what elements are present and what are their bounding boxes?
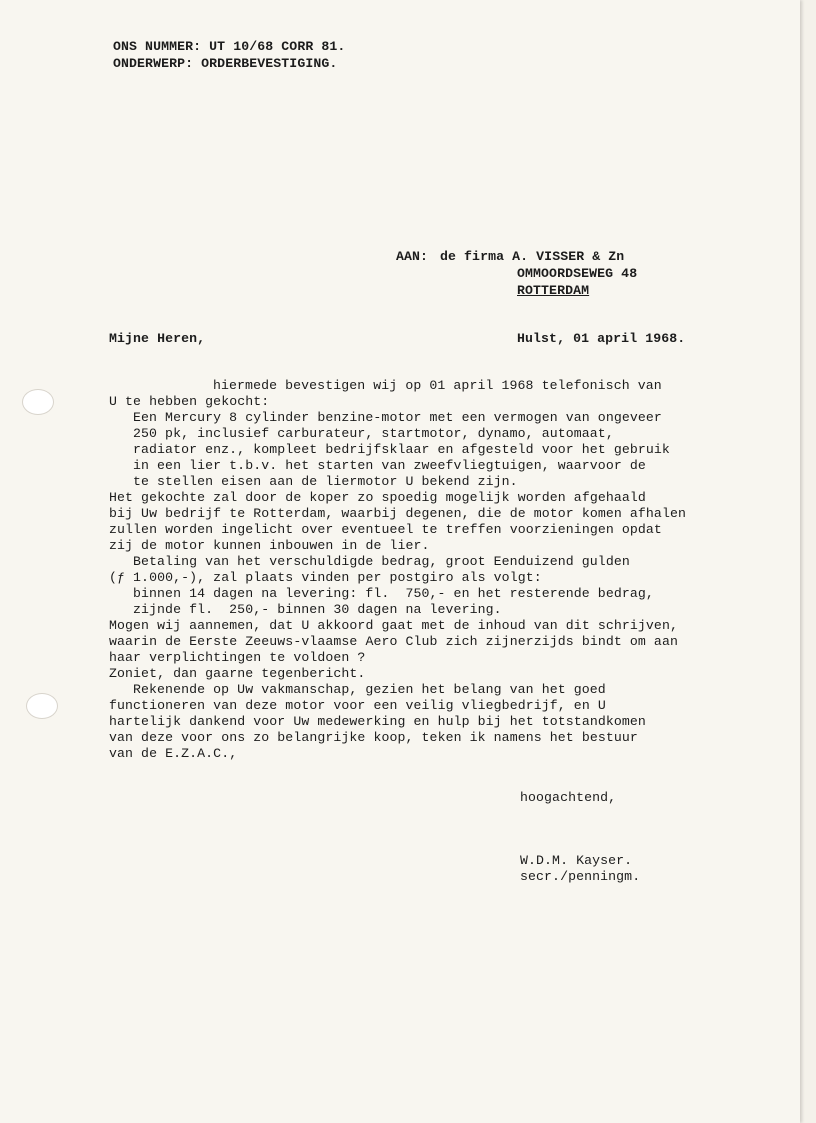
place-date: Hulst, 01 april 1968. xyxy=(517,331,686,346)
body-line: functioneren van deze motor voor een veilig vliegbedrijf, en U xyxy=(109,698,606,713)
body-line: U te hebben gekocht: xyxy=(109,394,270,409)
punch-hole-bottom xyxy=(26,693,58,719)
body-line: Mogen wij aannemen, dat U akkoord gaat met de inhoud van dit schrijven, xyxy=(109,618,678,633)
body-line: radiator enz., kompleet bedrijfsklaar en afgesteld voor het gebruik xyxy=(133,442,670,457)
body-line: (ƒ 1.000,-), zal plaats vinden per postgiro als volgt: xyxy=(109,570,542,585)
address-street: OMMOORDSEWEG 48 xyxy=(517,266,638,281)
body-line: te stellen eisen aan de liermotor U bekend zijn. xyxy=(133,474,518,489)
body-line: in een lier t.b.v. het starten van zweefvliegtuigen, waarvoor de xyxy=(133,458,646,473)
body-line: binnen 14 dagen na levering: fl. 750,- en het resterende bedrag, xyxy=(133,586,654,601)
body-line: waarin de Eerste Zeeuws-vlaamse Aero Club zich zijnerzijds bindt om aan xyxy=(109,634,678,649)
body-line: 250 pk, inclusief carburateur, startmotor, dynamo, automaat, xyxy=(133,426,614,441)
body-line: Een Mercury 8 cylinder benzine-motor met een vermogen van ongeveer xyxy=(133,410,662,425)
body-line: haar verplichtingen te voldoen ? xyxy=(109,650,366,665)
closing: hoogachtend, xyxy=(520,790,617,805)
body-line: zij de motor kunnen inbouwen in de lier. xyxy=(109,538,430,553)
signature-title: secr./penningm. xyxy=(520,869,641,884)
body-line: Het gekochte zal door de koper zo spoedig mogelijk worden afgehaald xyxy=(109,490,646,505)
body-line: bij Uw bedrijf te Rotterdam, waarbij degenen, die de motor komen afhalen xyxy=(109,506,686,521)
address-company: de firma A. VISSER & Zn xyxy=(440,249,625,264)
body-line: zullen worden ingelicht over eventueel te treffen voorzieningen opdat xyxy=(109,522,662,537)
body-line: Zoniet, dan gaarne tegenbericht. xyxy=(109,666,366,681)
body-line: van de E.Z.A.C., xyxy=(109,746,238,761)
body-line: hartelijk dankend voor Uw medewerking en hulp bij het totstandkomen xyxy=(109,714,646,729)
signature-name: W.D.M. Kayser. xyxy=(520,853,633,868)
body-line: hiermede bevestigen wij op 01 april 1968 telefonisch van xyxy=(213,378,662,393)
salutation: Mijne Heren, xyxy=(109,331,206,346)
body-line: zijnde fl. 250,- binnen 30 dagen na levering. xyxy=(133,602,502,617)
punch-hole-top xyxy=(22,389,54,415)
reference-number: ONS NUMMER: UT 10/68 CORR 81. xyxy=(113,39,346,54)
body-line: Rekenende op Uw vakmanschap, gezien het belang van het goed xyxy=(133,682,606,697)
body-line: Betaling van het verschuldigde bedrag, groot Eenduizend gulden xyxy=(133,554,630,569)
address-label: AAN: xyxy=(396,249,429,264)
subject-line: ONDERWERP: ORDERBEVESTIGING. xyxy=(113,56,338,71)
body-line: van deze voor ons zo belangrijke koop, teken ik namens het bestuur xyxy=(109,730,638,745)
address-city: ROTTERDAM xyxy=(517,283,590,298)
